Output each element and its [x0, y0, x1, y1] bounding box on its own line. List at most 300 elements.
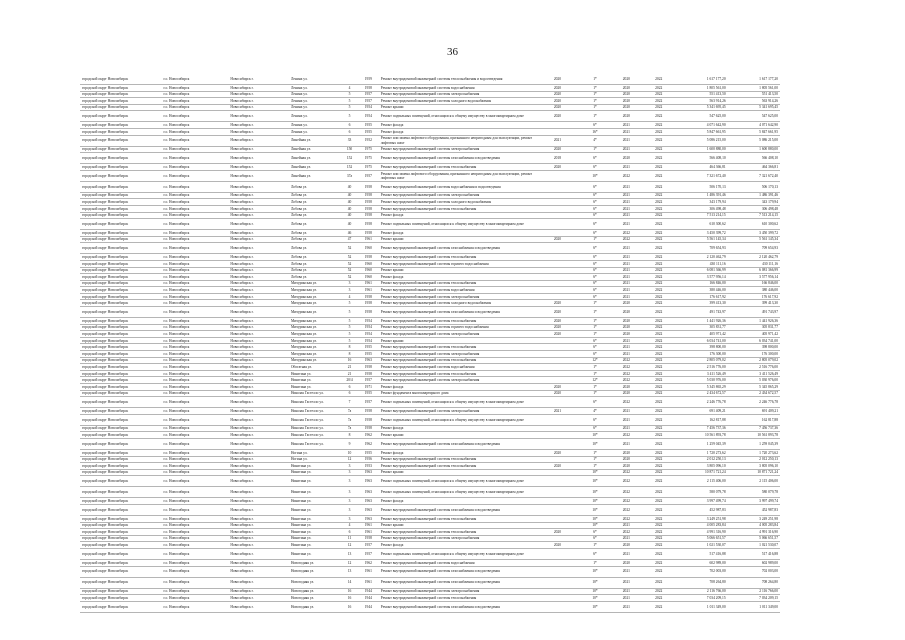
- plan-year-cell: 2021: [535, 408, 579, 415]
- cost-cell: 5 345 865,29: [675, 384, 727, 391]
- house-cell: 40: [341, 212, 358, 219]
- house-cell: 3: [341, 469, 358, 476]
- total-cost-cell: 1 617 177,20: [728, 74, 780, 85]
- start-year-cell: 2021: [611, 351, 642, 358]
- year-built-cell: 1955: [358, 122, 379, 129]
- house-cell: 3: [341, 487, 358, 498]
- end-year-cell: 2022: [642, 170, 675, 181]
- cost-cell: 176 300,00: [675, 351, 727, 358]
- cost-cell: 380 446,00: [675, 287, 727, 294]
- house-cell: 4: [341, 85, 358, 92]
- table-row: [80, 504, 780, 515]
- municipality-cell: городской округ Новосибирск: [80, 425, 161, 432]
- house-cell: 7а: [341, 414, 358, 425]
- year-built-cell: 1961: [358, 566, 379, 577]
- stage-cell: 10*: [579, 469, 610, 476]
- work-type-cell: Ремонт внутридомовой инженерной системы холодного водоснабжения: [379, 300, 536, 307]
- district-cell: г.о. Новосибирск: [161, 146, 228, 153]
- work-type-cell: Ремонт фасада: [379, 498, 536, 505]
- end-year-cell: 2022: [642, 476, 675, 487]
- plan-year-cell: 2020: [535, 74, 579, 85]
- plan-year-cell: [535, 357, 579, 364]
- municipality-cell: городской округ Новосибирск: [80, 181, 161, 192]
- cost-cell: 405 971,42: [675, 331, 727, 338]
- end-year-cell: 2022: [642, 487, 675, 498]
- street-cell: Лобова ул.: [289, 212, 341, 219]
- municipality-cell: городской округ Новосибирск: [80, 98, 161, 105]
- street-cell: Николая Гастелло ул.: [289, 397, 341, 408]
- district-cell: г.о. Новосибирск: [161, 408, 228, 415]
- district-cell: г.о. Новосибирск: [161, 122, 228, 129]
- city-cell: Новосибирск г.: [228, 522, 289, 529]
- work-type-cell: Ремонт внутридомовой инженерной системы газоснабжения и водоотведения: [379, 243, 536, 254]
- municipality-cell: городской округ Новосибирск: [80, 230, 161, 237]
- municipality-cell: городской округ Новосибирск: [80, 331, 161, 338]
- work-type-cell: Ремонт внутридомовой инженерной системы теплоснабжения: [379, 456, 536, 463]
- work-type-cell: Ремонт внутридомовой инженерной системы электроснабжения: [379, 351, 536, 358]
- stage-cell: 1*: [579, 370, 610, 377]
- end-year-cell: 2022: [642, 566, 675, 577]
- work-type-cell: Ремонт фундамента многоквартирного дома: [379, 390, 536, 397]
- total-cost-cell: 176 300,00: [728, 351, 780, 358]
- city-cell: Новосибирск г.: [228, 122, 289, 129]
- table-row: [80, 449, 780, 456]
- plan-year-cell: 2020: [535, 390, 579, 397]
- plan-year-cell: 2018: [535, 153, 579, 164]
- street-cell: Мичуринская ул.: [289, 307, 341, 318]
- total-cost-cell: 398 800,00: [728, 344, 780, 351]
- start-year-cell: 2021: [611, 254, 642, 261]
- city-cell: Новосибирск г.: [228, 370, 289, 377]
- work-type-cell: Ремонт внутридомовой инженерной системы газоснабжения и водоотведения: [379, 577, 536, 588]
- year-built-cell: 1957: [358, 548, 379, 559]
- municipality-cell: городской округ Новосибирск: [80, 318, 161, 325]
- end-year-cell: 2022: [642, 522, 675, 529]
- stage-cell: 1*: [579, 104, 610, 111]
- start-year-cell: 2021: [611, 408, 642, 415]
- municipality-cell: городской округ Новосибирск: [80, 432, 161, 439]
- district-cell: г.о. Новосибирск: [161, 236, 228, 243]
- table-row: [80, 98, 780, 105]
- table-row: [80, 357, 780, 364]
- table-row: [80, 318, 780, 325]
- start-year-cell: 2021: [611, 192, 642, 199]
- street-cell: Новогодняя ул.: [289, 588, 341, 595]
- street-cell: Лобова ул.: [289, 274, 341, 281]
- table-row: [80, 164, 780, 171]
- cost-cell: 305 831,77: [675, 324, 727, 331]
- city-cell: Новосибирск г.: [228, 456, 289, 463]
- district-cell: г.о. Новосибирск: [161, 243, 228, 254]
- start-year-cell: 2020: [611, 307, 642, 318]
- work-type-cell: Ремонт внутридомовой инженерной системы электроснабжения: [379, 146, 536, 153]
- total-cost-cell: 547 625,00: [728, 111, 780, 122]
- street-cell: Новогодняя ул.: [289, 566, 341, 577]
- start-year-cell: 2022: [611, 364, 642, 371]
- municipality-cell: городской округ Новосибирск: [80, 344, 161, 351]
- stage-cell: 6*: [579, 181, 610, 192]
- end-year-cell: 2022: [642, 267, 675, 274]
- start-year-cell: 2022: [611, 432, 642, 439]
- start-year-cell: 2021: [611, 181, 642, 192]
- start-year-cell: 2022: [611, 469, 642, 476]
- city-cell: Новосибирск г.: [228, 280, 289, 287]
- year-built-cell: 1957: [358, 397, 379, 408]
- district-cell: г.о. Новосибирск: [161, 364, 228, 371]
- table-row: [80, 529, 780, 536]
- house-cell: 3: [341, 280, 358, 287]
- table-row: [80, 300, 780, 307]
- end-year-cell: 2022: [642, 307, 675, 318]
- district-cell: г.о. Новосибирск: [161, 515, 228, 522]
- municipality-cell: городской округ Новосибирск: [80, 254, 161, 261]
- start-year-cell: 2021: [611, 274, 642, 281]
- start-year-cell: 2021: [611, 164, 642, 171]
- total-cost-cell: 2 434 672,57: [728, 390, 780, 397]
- work-type-cell: Ремонт фасада: [379, 274, 536, 281]
- house-cell: 8: [341, 351, 358, 358]
- end-year-cell: 2022: [642, 542, 675, 549]
- municipality-cell: городской округ Новосибирск: [80, 74, 161, 85]
- stage-cell: 1*: [579, 463, 610, 470]
- start-year-cell: 2021: [611, 522, 642, 529]
- stage-cell: 6*: [579, 425, 610, 432]
- district-cell: г.о. Новосибирск: [161, 469, 228, 476]
- house-cell: 3: [341, 498, 358, 505]
- year-built-cell: 1958: [358, 212, 379, 219]
- cost-cell: 166 846,00: [675, 280, 727, 287]
- start-year-cell: 2022: [611, 515, 642, 522]
- municipality-cell: городской округ Новосибирск: [80, 236, 161, 243]
- year-built-cell: 1961: [358, 522, 379, 529]
- district-cell: г.о. Новосибирск: [161, 254, 228, 261]
- table-row: [80, 331, 780, 338]
- table-row: [80, 274, 780, 281]
- end-year-cell: 2022: [642, 595, 675, 602]
- cost-cell: 2 516 776,00: [675, 364, 727, 371]
- work-type-cell: Ремонт внутридомовой инженерной системы газоснабжения и водоотведения: [379, 504, 536, 515]
- street-cell: Ногина ул.: [289, 449, 341, 456]
- year-built-cell: 1955: [358, 449, 379, 456]
- stage-cell: 6*: [579, 192, 610, 199]
- district-cell: г.о. Новосибирск: [161, 456, 228, 463]
- stage-cell: 6*: [579, 254, 610, 261]
- total-cost-cell: 10 871 721,24: [728, 469, 780, 476]
- stage-cell: 1*: [579, 331, 610, 338]
- year-built-cell: 1958: [358, 192, 379, 199]
- cost-cell: 551 413,50: [675, 91, 727, 98]
- district-cell: г.о. Новосибирск: [161, 414, 228, 425]
- year-built-cell: 1960: [358, 267, 379, 274]
- house-cell: 8: [341, 432, 358, 439]
- municipality-cell: городской округ Новосибирск: [80, 212, 161, 219]
- stage-cell: 1*: [579, 74, 610, 85]
- district-cell: г.о. Новосибирск: [161, 344, 228, 351]
- municipality-cell: городской округ Новосибирск: [80, 199, 161, 206]
- year-built-cell: 1954: [358, 318, 379, 325]
- plan-year-cell: [535, 293, 579, 300]
- year-built-cell: 1960: [358, 260, 379, 267]
- cost-cell: 10 871 721,24: [675, 469, 727, 476]
- total-cost-cell: 580 079,78: [728, 487, 780, 498]
- year-built-cell: 1962: [358, 438, 379, 449]
- cost-cell: 491 743,97: [675, 307, 727, 318]
- municipality-cell: городской округ Новосибирск: [80, 414, 161, 425]
- table-row: [80, 104, 780, 111]
- table-row: [80, 324, 780, 331]
- street-cell: Никитина ул.: [289, 469, 341, 476]
- district-cell: г.о. Новосибирск: [161, 287, 228, 294]
- table-row: [80, 280, 780, 287]
- table-row: [80, 522, 780, 529]
- total-cost-cell: 610 300,62: [728, 219, 780, 230]
- work-type-cell: Ремонт внутридомовой инженерной системы электроснабжения: [379, 408, 536, 415]
- plan-year-cell: [535, 280, 579, 287]
- year-built-cell: 1944: [358, 588, 379, 595]
- year-built-cell: 1962: [358, 559, 379, 566]
- plan-year-cell: [535, 515, 579, 522]
- cost-cell: 566 408,10: [675, 153, 727, 164]
- stage-cell: 6*: [579, 199, 610, 206]
- start-year-cell: 2021: [611, 135, 642, 146]
- stage-cell: 6*: [579, 219, 610, 230]
- house-cell: 8: [341, 344, 358, 351]
- district-cell: г.о. Новосибирск: [161, 170, 228, 181]
- end-year-cell: 2022: [642, 135, 675, 146]
- district-cell: г.о. Новосибирск: [161, 85, 228, 92]
- street-cell: Николая Гастелло ул.: [289, 408, 341, 415]
- start-year-cell: 2021: [611, 438, 642, 449]
- street-cell: Никитина ул.: [289, 515, 341, 522]
- district-cell: г.о. Новосибирск: [161, 274, 228, 281]
- district-cell: г.о. Новосибирск: [161, 199, 228, 206]
- street-cell: Новогодняя ул.: [289, 601, 341, 612]
- year-built-cell: 1959: [358, 74, 379, 85]
- total-cost-cell: 4 005 283,84: [728, 522, 780, 529]
- work-type-cell: Ремонт подвальных помещений, относящихся к общему имуществу в многоквартирном доме: [379, 548, 536, 559]
- city-cell: Новосибирск г.: [228, 351, 289, 358]
- street-cell: Мичуринская ул.: [289, 293, 341, 300]
- work-type-cell: Ремонт внутридомовой инженерной системы электроснабжения: [379, 377, 536, 384]
- street-cell: Мичуринская ул.: [289, 344, 341, 351]
- start-year-cell: 2022: [611, 370, 642, 377]
- table-row: [80, 542, 780, 549]
- municipality-cell: городской округ Новосибирск: [80, 438, 161, 449]
- district-cell: г.о. Новосибирск: [161, 205, 228, 212]
- cost-cell: 3 411 526,49: [675, 370, 727, 377]
- plan-year-cell: [535, 559, 579, 566]
- house-cell: 5: [341, 324, 358, 331]
- city-cell: Новосибирск г.: [228, 293, 289, 300]
- work-type-cell: Ремонт фасада: [379, 212, 536, 219]
- street-cell: Лобова ул.: [289, 181, 341, 192]
- work-type-cell: Ремонт внутридомовой инженерной системы газоснабжения и водоотведения: [379, 566, 536, 577]
- municipality-cell: городской округ Новосибирск: [80, 522, 161, 529]
- house-cell: 11: [341, 535, 358, 542]
- municipality-cell: городской округ Новосибирск: [80, 408, 161, 415]
- street-cell: Лобова ул.: [289, 219, 341, 230]
- municipality-cell: городской округ Новосибирск: [80, 104, 161, 111]
- table-row: [80, 337, 780, 344]
- cost-cell: 506 170,13: [675, 181, 727, 192]
- plan-year-cell: [535, 601, 579, 612]
- year-built-cell: 1971: [358, 384, 379, 391]
- cost-cell: 6 034 741,00: [675, 337, 727, 344]
- document-sheet: [80, 74, 780, 613]
- plan-year-cell: 2020: [535, 463, 579, 470]
- total-cost-cell: 563 914,26: [728, 98, 780, 105]
- stage-cell: 6*: [579, 153, 610, 164]
- work-type-cell: Ремонт внутридомовой инженерной системы водоснабжения: [379, 85, 536, 92]
- end-year-cell: 2022: [642, 318, 675, 325]
- table-row: [80, 432, 780, 439]
- district-cell: г.о. Новосибирск: [161, 432, 228, 439]
- district-cell: г.о. Новосибирск: [161, 324, 228, 331]
- stage-cell: 1*: [579, 300, 610, 307]
- district-cell: г.о. Новосибирск: [161, 535, 228, 542]
- district-cell: г.о. Новосибирск: [161, 370, 228, 377]
- start-year-cell: 2020: [611, 456, 642, 463]
- start-year-cell: 2021: [611, 595, 642, 602]
- work-type-cell: Ремонт фасада: [379, 230, 536, 237]
- municipality-cell: городской округ Новосибирск: [80, 566, 161, 577]
- year-built-cell: 1954: [358, 324, 379, 331]
- city-cell: Новосибирск г.: [228, 449, 289, 456]
- street-cell: Никитина ул.: [289, 535, 341, 542]
- total-cost-cell: 3 805 096,10: [728, 463, 780, 470]
- table-body: [80, 74, 780, 612]
- start-year-cell: 2020: [611, 111, 642, 122]
- cost-cell: 1 617 177,20: [675, 74, 727, 85]
- table-row: [80, 515, 780, 522]
- municipality-cell: городской округ Новосибирск: [80, 377, 161, 384]
- plan-year-cell: 2020: [535, 236, 579, 243]
- stage-cell: 6*: [579, 205, 610, 212]
- stage-cell: 10*: [579, 515, 610, 522]
- municipality-cell: городской округ Новосибирск: [80, 476, 161, 487]
- district-cell: г.о. Новосибирск: [161, 260, 228, 267]
- stage-cell: 6*: [579, 529, 610, 536]
- stage-cell: 6*: [579, 397, 610, 408]
- start-year-cell: 2021: [611, 601, 642, 612]
- year-built-cell: 1958: [358, 254, 379, 261]
- end-year-cell: 2022: [642, 529, 675, 536]
- municipality-cell: городской округ Новосибирск: [80, 307, 161, 318]
- cost-cell: 5 030 976,00: [675, 377, 727, 384]
- municipality-cell: городской округ Новосибирск: [80, 577, 161, 588]
- year-built-cell: 1961: [358, 529, 379, 536]
- house-cell: 52: [341, 267, 358, 274]
- cost-cell: 1 011 349,00: [675, 601, 727, 612]
- total-cost-cell: 305 831,77: [728, 324, 780, 331]
- district-cell: г.о. Новосибирск: [161, 111, 228, 122]
- house-cell: 152: [341, 164, 358, 171]
- stage-cell: 6*: [579, 230, 610, 237]
- city-cell: Новосибирск г.: [228, 307, 289, 318]
- table-row: [80, 469, 780, 476]
- year-built-cell: 1958: [358, 370, 379, 377]
- table-row: [80, 548, 780, 559]
- cost-cell: 5 847 661,95: [675, 128, 727, 135]
- city-cell: Новосибирск г.: [228, 324, 289, 331]
- table-row: [80, 487, 780, 498]
- cost-cell: 1 259 045,39: [675, 438, 727, 449]
- house-cell: 13: [341, 566, 358, 577]
- start-year-cell: 2020: [611, 542, 642, 549]
- end-year-cell: 2022: [642, 192, 675, 199]
- work-type-cell: Ремонт внутридомовой инженерной системы электроснабжения: [379, 293, 536, 300]
- start-year-cell: 2021: [611, 260, 642, 267]
- start-year-cell: 2022: [611, 377, 642, 384]
- year-built-cell: 1961: [358, 577, 379, 588]
- work-type-cell: Ремонт внутридомовой инженерной системы теплоснабжения: [379, 370, 536, 377]
- start-year-cell: 2021: [611, 535, 642, 542]
- plan-year-cell: 2020: [535, 104, 579, 111]
- start-year-cell: 2022: [611, 476, 642, 487]
- year-built-cell: 1975: [358, 164, 379, 171]
- total-cost-cell: 162 817,88: [728, 414, 780, 425]
- year-built-cell: 1954: [358, 104, 379, 111]
- work-type-cell: Ремонт подвальных помещений, относящихся к общему имуществу в многоквартирном доме: [379, 414, 536, 425]
- year-built-cell: 1958: [358, 535, 379, 542]
- table-row: [80, 588, 780, 595]
- cost-cell: 708 264,80: [675, 577, 727, 588]
- house-cell: 7а: [341, 408, 358, 415]
- end-year-cell: 2022: [642, 601, 675, 612]
- cost-cell: 2 115 406,00: [675, 476, 727, 487]
- table-row: [80, 438, 780, 449]
- total-cost-cell: 506 170,13: [728, 181, 780, 192]
- end-year-cell: 2022: [642, 104, 675, 111]
- end-year-cell: 2022: [642, 515, 675, 522]
- city-cell: Новосибирск г.: [228, 469, 289, 476]
- end-year-cell: 2022: [642, 260, 675, 267]
- cost-cell: 691 409,21: [675, 408, 727, 415]
- district-cell: г.о. Новосибирск: [161, 542, 228, 549]
- city-cell: Новосибирск г.: [228, 331, 289, 338]
- end-year-cell: 2022: [642, 146, 675, 153]
- plan-year-cell: [535, 205, 579, 212]
- street-cell: Никитина ул.: [289, 463, 341, 470]
- plan-year-cell: [535, 212, 579, 219]
- table-row: [80, 307, 780, 318]
- street-cell: Обогатная ул.: [289, 364, 341, 371]
- start-year-cell: 2021: [611, 287, 642, 294]
- city-cell: Новосибирск г.: [228, 128, 289, 135]
- city-cell: Новосибирск г.: [228, 91, 289, 98]
- stage-cell: 1*: [579, 85, 610, 92]
- district-cell: г.о. Новосибирск: [161, 337, 228, 344]
- year-built-cell: 1957: [358, 170, 379, 181]
- municipality-cell: городской округ Новосибирск: [80, 85, 161, 92]
- work-type-cell: Ремонт внутридомовой инженерной системы газоснабжения и водоотведения: [379, 153, 536, 164]
- plan-year-cell: [535, 438, 579, 449]
- table-row: [80, 212, 780, 219]
- district-cell: г.о. Новосибирск: [161, 318, 228, 325]
- start-year-cell: 2021: [611, 425, 642, 432]
- street-cell: Новогодняя ул.: [289, 595, 341, 602]
- stage-cell: 10*: [579, 601, 610, 612]
- work-type-cell: Ремонт внутридомовой инженерной системы холодного водоснабжения: [379, 199, 536, 206]
- street-cell: Ленина ул.: [289, 98, 341, 105]
- municipality-cell: городской округ Новосибирск: [80, 192, 161, 199]
- year-built-cell: 1958: [358, 425, 379, 432]
- municipality-cell: городской округ Новосибирск: [80, 487, 161, 498]
- work-type-cell: Ремонт внутридомовой инженерной системы электроснабжения: [379, 192, 536, 199]
- district-cell: г.о. Новосибирск: [161, 588, 228, 595]
- total-cost-cell: 3 411 526,49: [728, 370, 780, 377]
- year-built-cell: 1958: [358, 219, 379, 230]
